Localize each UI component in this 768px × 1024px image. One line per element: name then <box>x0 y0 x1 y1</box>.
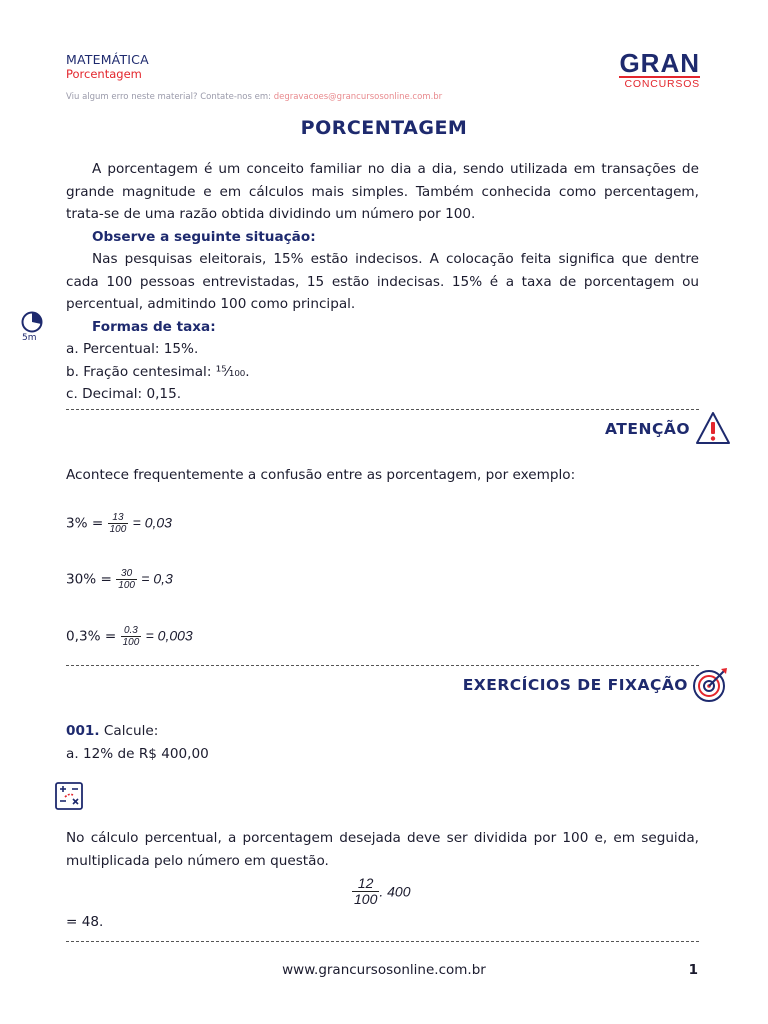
exercise-item: a. 12% de R$ 400,00 <box>66 745 209 762</box>
example-row <box>66 512 172 535</box>
report-email-link[interactable]: degravacoes@grancursosonline.com.br <box>273 92 443 102</box>
divider <box>66 665 699 666</box>
formula-fraction <box>352 876 379 907</box>
intro-block <box>66 158 699 406</box>
solution-result: = 48. <box>66 914 104 930</box>
form-item: b. Fração centesimal: ¹⁵⁄₁₀₀. <box>66 363 250 380</box>
attention-heading: ATENÇÃO <box>605 420 690 438</box>
example-fraction <box>116 568 137 591</box>
formula-multiplier: . 400 <box>379 883 411 900</box>
logo-sub-text: CONCURSOS <box>619 76 700 90</box>
formula-numerator: 12 <box>352 876 379 892</box>
report-text: Viu algum erro neste material? Contate-nos em: <box>66 92 274 102</box>
fraction-denominator: 100 <box>109 524 127 535</box>
gran-logo <box>619 50 700 90</box>
divider <box>66 941 699 942</box>
formula-denominator: 100 <box>354 891 378 907</box>
footer-url[interactable]: www.grancursosonline.com.br <box>282 962 486 978</box>
report-error-line <box>66 92 442 102</box>
situation-heading: Observe a seguinte situação: <box>92 228 316 245</box>
divider <box>66 409 699 410</box>
exercise-block <box>66 720 699 765</box>
example-lhs: 3% = <box>66 515 104 532</box>
solution-formula <box>352 876 411 907</box>
example-result: = 0,3 <box>141 570 173 587</box>
intro-paragraph: A porcentagem é um conceito familiar no dia a dia, sendo utilizada em transações de grande magnitude e em cálculos mais simples. Também conhecida como percentagem, trata-se de uma razão obtida dividindo um número por 100. <box>66 161 699 222</box>
subtopic-label: Porcentagem <box>66 67 142 81</box>
warning-icon <box>694 410 732 446</box>
example-fraction <box>108 512 129 535</box>
exercise-number: 001. <box>66 723 100 739</box>
timer-icon <box>20 309 44 333</box>
form-item: c. Decimal: 0,15. <box>66 386 182 402</box>
fraction-numerator: 30 <box>116 568 137 580</box>
attention-text: Acontece frequentemente a confusão entre as porcentagem, por exemplo: <box>66 467 576 483</box>
form-item: a. Percentual: 15%. <box>66 341 199 357</box>
exercise-prompt: Calcule: <box>103 723 159 739</box>
example-lhs: 30% = <box>66 571 112 588</box>
example-lhs: 0,3% = <box>66 628 117 645</box>
fraction-numerator: 13 <box>108 512 129 524</box>
example-fraction <box>121 625 142 648</box>
calculation-icon <box>54 781 84 811</box>
solution-text: No cálculo percentual, a porcentagem desejada deve ser dividida por 100 e, em seguida, multiplicada pelo número em questão. <box>66 830 699 869</box>
page-number: 1 <box>688 962 698 978</box>
subject-label: MATEMÁTICA <box>66 52 149 67</box>
example-row <box>66 625 193 648</box>
example-result: = 0,003 <box>145 627 193 644</box>
forms-heading: Formas de taxa: <box>92 318 216 335</box>
exercises-heading: EXERCÍCIOS DE FIXAÇÃO <box>462 676 688 694</box>
situation-paragraph: Nas pesquisas eleitorais, 15% estão indecisos. A colocação feita significa que dentre cada 100 pessoas entrevistadas, 15 estão indecisas. 15% é a taxa de porcentagem ou percentual, admitindo 100 como principal. <box>66 251 699 312</box>
fraction-denominator: 100 <box>122 637 140 648</box>
fraction-numerator: 0.3 <box>121 625 142 637</box>
target-icon <box>691 666 731 704</box>
example-result: = 0,03 <box>132 514 172 531</box>
logo-main-text: GRAN <box>619 48 700 78</box>
fraction-denominator: 100 <box>118 580 135 591</box>
example-row <box>66 568 173 591</box>
timer-label: 5m <box>22 333 37 343</box>
page-title: PORCENTAGEM <box>300 117 468 139</box>
